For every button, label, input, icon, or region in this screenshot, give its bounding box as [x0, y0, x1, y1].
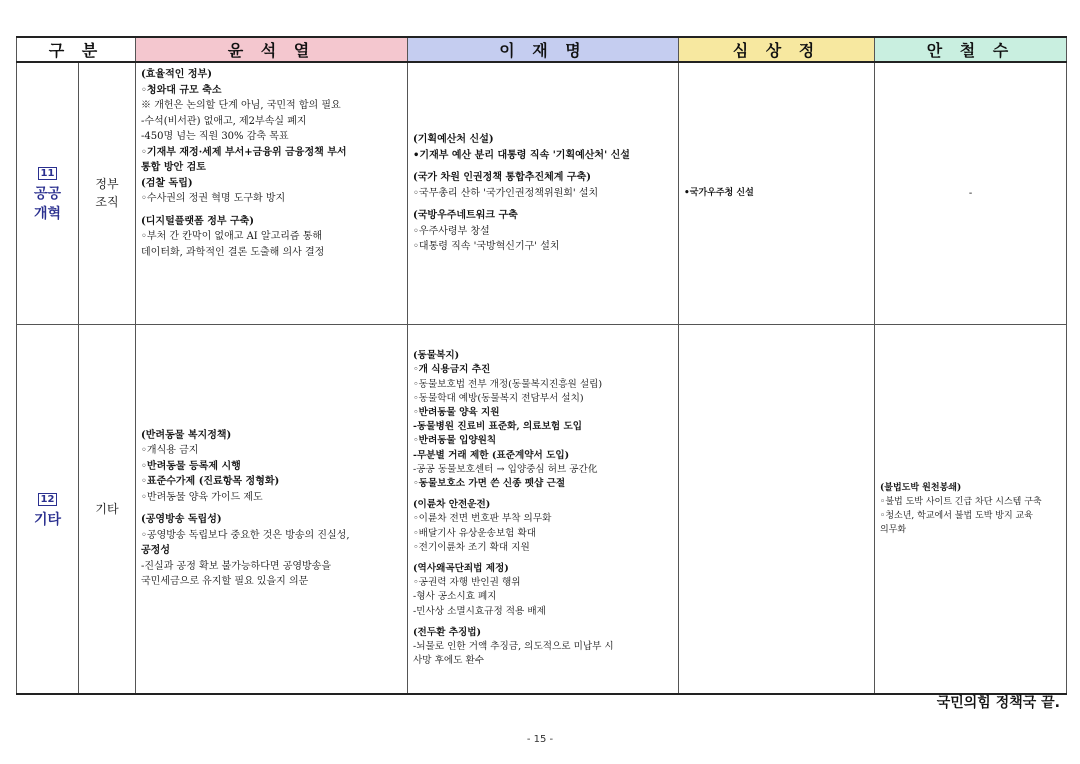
yoon-cell: [136, 62, 408, 324]
cell-line: (국방우주네트워크 구축: [413, 210, 518, 221]
cell-line: (기획예산처 신설): [413, 134, 494, 145]
category-label: 공공: [33, 186, 62, 203]
cell-line: (전두환 추징법): [413, 626, 482, 638]
header-ahn: 안 철 수: [875, 37, 1067, 62]
cell-line: (이륜차 안전운전): [413, 499, 491, 511]
cell-line: ◦수사권의 정권 혁명 도구화 방지: [141, 193, 286, 204]
cell-line: ◦이륜차 전면 번호판 부착 의무화: [413, 513, 552, 525]
cell-line: 통합 방안 검토: [141, 162, 206, 173]
header-yoon: 윤 석 열: [136, 37, 408, 62]
cell-line: ◦공권력 자행 반인권 행위: [413, 577, 521, 589]
subcategory-label: 조직: [95, 195, 119, 210]
cell-line: (디지털플랫폼 정부 구축): [141, 215, 255, 227]
category-label: 개혁: [33, 206, 62, 223]
category-number: 11: [38, 167, 58, 180]
cell-line: -뇌물로 인한 거액 추징금, 의도적으로 미납부 시: [413, 640, 614, 652]
cell-line: 사망 후에도 환수: [413, 655, 484, 667]
cell-line: ◦전기이륜차 조기 확대 지원: [413, 541, 530, 553]
cell-line: ◦개식용 금지: [141, 445, 199, 457]
cell-line: ◦표준수가제 (진료항목 정형화): [141, 476, 280, 488]
cell-line: ◦반려동물 입양원칙: [413, 435, 497, 447]
cell-line: ◦반려동물 등록제 시행: [141, 460, 241, 472]
cell-line: ◦대통령 직속 '국방혁신기구' 설치: [413, 241, 560, 252]
page-number: - 15 -: [526, 734, 554, 745]
header-row: [17, 37, 1067, 62]
cell-line: ◦부처 간 칸막이 없애고 AI 알고리즘 통해: [141, 231, 323, 242]
cell-line: -450명 넘는 직원 30% 감축 목표: [141, 131, 289, 142]
cell-line: -공공 동물보호센터 → 입양중심 허브 공간化: [413, 463, 598, 475]
cell-line: ◦기재부 재정·세제 부서+금융위 금융정책 부서: [141, 146, 347, 158]
cell-line: ◦반려동물 양육 가이드 제도: [141, 491, 263, 503]
ahn-cell: [875, 62, 1067, 324]
cell-line: ※ 개헌은 논의할 단계 아님, 국민적 합의 필요: [141, 100, 341, 111]
cell-line: -형사 공소시효 폐지: [413, 591, 497, 603]
cell-line: 국민세금으로 유지할 필요 있을지 의문: [141, 576, 309, 588]
sim-cell: [679, 324, 875, 694]
category-label: 기타: [33, 511, 62, 528]
header-sim: 심 상 정: [679, 37, 875, 62]
cell-line: ◦청소년, 학교에서 불법 도박 방지 교육: [880, 510, 1033, 521]
category-cell: [17, 324, 79, 694]
header-gubun: 구 분: [17, 37, 136, 62]
cell-line: -민사상 소멸시효규정 적용 배제: [413, 605, 546, 617]
cell-line: ◦동물학대 예방(동물복지 전담부서 설치): [413, 392, 584, 404]
category-cell: [17, 62, 79, 324]
cell-line: (효율적인 정부): [141, 69, 212, 80]
cell-line: ◦청와대 규모 축소: [141, 84, 222, 96]
cell-line: -진실과 공정 확보 불가능하다면 공영방송을: [141, 560, 331, 572]
cell-line: -무분별 거래 제한 (표준계약서 도입): [413, 449, 570, 461]
lee-cell: [408, 62, 679, 324]
subcategory-cell: [79, 62, 136, 324]
cell-line: -수석(비서관) 없애고, 제2부속실 폐지: [141, 115, 307, 127]
cell-line: ◦반려동물 양육 지원: [413, 406, 500, 418]
cell-line: ◦동물보호소 가면 쓴 신종 펫샵 근절: [413, 477, 566, 489]
cell-line: (공영방송 독립성): [141, 514, 222, 526]
header-lee: 이 재 명: [408, 37, 679, 62]
subcategory-label: 기타: [95, 501, 119, 516]
subcategory-cell: [79, 324, 136, 694]
cell-line: (국가 차원 인권정책 통합추진체계 구축): [413, 172, 591, 183]
policy-comparison-table: [16, 36, 1067, 695]
subcategory-label: 정부: [95, 177, 119, 192]
cell-line: 데이터화, 과학적인 결론 도출해 의사 결정: [141, 246, 325, 258]
cell-line: ◦공영방송 독립보다 중요한 것은 방송의 진실성,: [141, 529, 350, 541]
cell-line: (역사왜곡단죄법 제정): [413, 562, 509, 574]
table-row: [17, 62, 1067, 324]
sim-text: •국가우주청 신설: [684, 187, 754, 198]
table-row: [17, 324, 1067, 694]
category-number: 12: [38, 493, 58, 506]
cell-line: ◦배달기사 유상운송보험 확대: [413, 527, 536, 539]
cell-line: 의무화: [880, 524, 907, 535]
cell-line: ◦개 식용금지 추진: [413, 364, 491, 376]
cell-line: -동물병원 진료비 표준화, 의료보험 도입: [413, 421, 582, 433]
cell-line: ◦우주사령부 창설: [413, 225, 490, 237]
cell-line: (반려동물 복지정책): [141, 429, 232, 441]
lee-cell: [408, 324, 679, 694]
cell-line: 공정성: [141, 545, 170, 557]
footer-end-text: 국민의힘 정책국 끝.: [936, 695, 1060, 711]
cell-line: ◦국무총리 산하 '국가인권정책위원회' 설치: [413, 187, 599, 199]
cell-line: •기재부 예산 분리 대통령 직속 '기획예산처' 신설: [413, 149, 630, 161]
cell-line: (불법도박 원천봉쇄): [880, 482, 962, 493]
cell-line: ◦동물보호법 전부 개정(동물복지진흥원 설립): [413, 378, 603, 390]
cell-line: (검찰 독립): [141, 177, 193, 189]
cell-line: ◦불법 도박 사이트 긴급 차단 시스템 구축: [880, 496, 1042, 507]
ahn-text: -: [968, 187, 973, 199]
yoon-cell: [136, 324, 408, 694]
sim-cell: [679, 62, 875, 324]
ahn-cell: [875, 324, 1067, 694]
cell-line: (동물복지): [413, 350, 460, 362]
